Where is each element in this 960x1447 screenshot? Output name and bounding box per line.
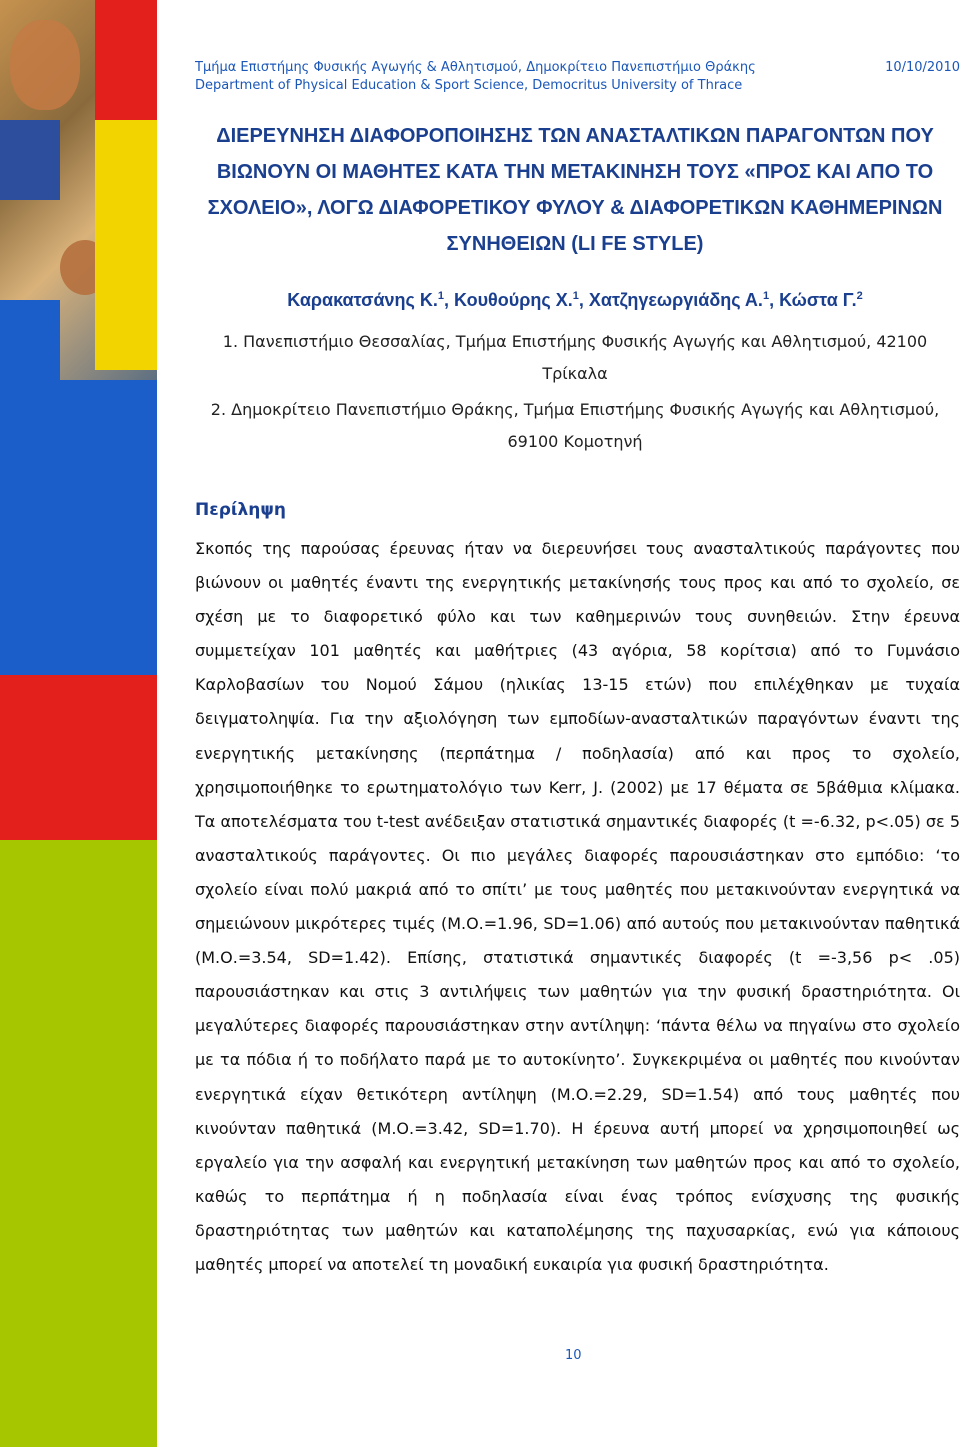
page-content	[157, 0, 960, 1447]
affiliation-line: Τρίκαλα	[542, 364, 608, 383]
paper-title: ΔΙΕΡΕΥΝΗΣΗ ΔΙΑΦΟΡΟΠΟΙΗΣΗΣ ΤΩΝ ΑΝΑΣΤΑΛΤΙΚΩΝ ΠΑΡΑΓΟΝΤΩΝ ΠΟΥ ΒΙΩΝΟΥΝ ΟΙ ΜΑΘΗΤΕΣ ΚΑΤΑ ΤΗΝ ΜΕΤΑΚΙΝΗΣΗ ΤΟΥΣ «ΠΡΟΣ ΚΑΙ ΑΠΟ ΤΟ ΣΧΟΛΕΙΟ», ΛΟΓΩ ΔΙΑΦΟΡΕΤΙΚΟΥ ΦΥΛΟΥ & ΔΙΑΦΟΡΕΤΙΚΩΝ ΚΑΘΗΜΕΡΙΝΩΝ ΣΥΝΗΘΕΙΩΝ (LI FE STYLE)	[207, 125, 943, 255]
decorative-side-stripe	[0, 0, 157, 1447]
author-affiliation-mark: 1	[762, 290, 770, 302]
affiliation-line: 69100 Κομοτηνή	[507, 432, 643, 451]
author: Καρακατσάνης Κ.	[287, 290, 438, 310]
blue-band	[0, 380, 157, 675]
author-affiliation-mark: 2	[856, 290, 863, 302]
green-band	[0, 840, 157, 1447]
affiliation-line: 2. Δημοκρίτειο Πανεπιστήμιο Θράκης, Τμήμα Επιστήμης Φυσικής Αγωγής και Αθλητισμού,	[210, 400, 940, 419]
red-band	[95, 0, 157, 120]
abstract-body: Σκοπός της παρούσας έρευνας ήταν να διερευνήσει τους ανασταλτικούς παράγοντες που βιώνουν οι μαθητές έναντι της ενεργητικής μετακίνησής τους προς και από το σχολείο, σε σχέση με το διαφορετικό φύλο και των καθημερινών τους συνηθειών. Στην έρευνα συμμετείχαν 101 μαθητές και μαθήτριες (43 αγόρια, 58 κορίτσια) από το Γυμνάσιο Καρλοβασίων του Νομού Σάμου (ηλικίας 13-15 ετών) που επιλέχθηκαν με τυχαία δειγματοληψία. Για την αξιολόγηση των εμποδίων-ανασταλτικών παραγόντων έναντι της ενεργητικής μετακίνησης (περπάτημα / ποδηλασία) από και προς το σχολείο, χρησιμοποιήθηκε το ερωτηματολόγιο των Kerr, J. (2002) με 17 θέματα σε 5βάθμια κλίμακα. Τα αποτελέσματα του t-test ανέδειξαν στατιστικά σημαντικές διαφορές (t =-6.32, p<.05) σε 5 ανασταλτικούς παράγοντες. Οι πιο μεγάλες διαφορές παρουσιάστηκαν στο εμπόδιο: ‘το σχολείο είναι πολύ μακριά από το σπίτι’ με τους μαθητές που μετακινούνταν ενεργητικά να σημειώνουν μικρότερες τιμές (Μ.Ο.=1.96, SD=1.06) από αυτούς που μετακινούνταν παθητικά (Μ.Ο.=3.54, SD=1.42). Επίσης, στατιστικά σημαντικές διαφορές (t =-3,56 p< .05) παρουσιάστηκαν και στις 3 αντιλήψεις των μαθητών για την φυσική δραστηριότητα. Οι μεγαλύτερες διαφορές παρουσιάστηκαν στην αντίληψη: ‘πάντα θέλω να πηγαίνω στο σχολείο με τα πόδια ή το ποδήλατο παρά με το αυτοκίνητο’. Συγκεκριμένα οι μαθητές που κινούνταν ενεργητικά είχαν θετικότερη αντίληψη (Μ.Ο.=2.29, SD=1.54) από τους μαθητές που κινούνταν παθητικά (Μ.Ο.=3.42, SD=1.70). Η έρευνα αυτή μπορεί να χρησιμοποιηθεί ως εργαλείο για την ασφαλή και ενεργητική μετακίνηση των μαθητών προς και από το σχολείο, καθώς το περπάτημα ή η ποδηλασία είναι ένας τρόπος ενίσχυσης της φυσικής δραστηριότητας των μαθητών και καταπολέμησης της παχυσαρκίας, ενώ για κάποιους μαθητές μπορεί να αποτελεί τη μοναδική ευκαιρία για φυσική δραστηριότητα.	[195, 539, 960, 1274]
affiliation-1	[195, 326, 955, 390]
affiliation-2	[195, 394, 955, 458]
yellow-band	[95, 120, 157, 370]
author: , Χατζηγεωργιάδης Α.	[578, 290, 763, 310]
red-band	[0, 675, 157, 840]
author-affiliation-mark: 1	[572, 290, 579, 302]
blue-band	[0, 300, 60, 380]
author-list	[195, 290, 955, 311]
header-line-english: Department of Physical Education & Sport Science, Democritus University of Thrace	[195, 78, 743, 93]
affiliation-line: 1. Πανεπιστήμιο Θεσσαλίας, Τμήμα Επιστήμης Φυσικής Αγωγής και Αθλητισμού, 42100	[222, 332, 928, 351]
child-shirt	[0, 120, 60, 200]
abstract-heading: Περίληψη	[195, 500, 286, 520]
header-date: 10/10/2010	[885, 60, 960, 75]
header-line-greek: Τμήμα Επιστήμης Φυσικής Αγωγής & Αθλητισμού, Δημοκρίτειο Πανεπιστήμιο Θράκης	[195, 60, 756, 75]
child-face	[10, 20, 80, 110]
author: , Κουθούρης Χ.	[444, 290, 573, 310]
author: , Κώστα Γ.	[769, 290, 857, 310]
page-number: 10	[565, 1348, 582, 1363]
author-affiliation-mark: 1	[437, 290, 444, 302]
